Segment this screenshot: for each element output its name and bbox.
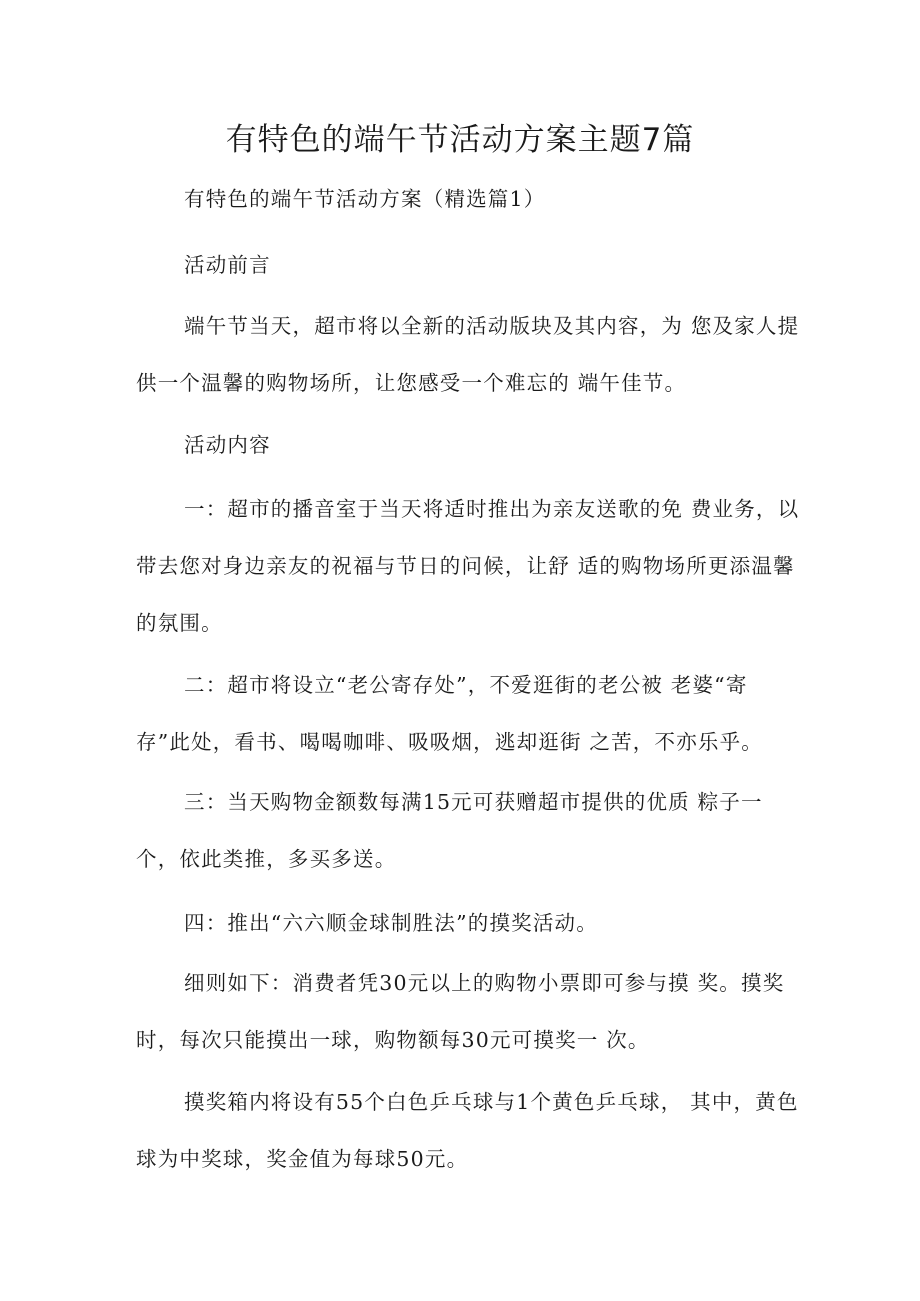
paragraph-preface-body: 端午节当天，超市将以全新的活动版块及其内容，为 您及家人提供一个温馨的购物场所，让您感受一个难忘的 端午佳节。 xyxy=(136,314,800,395)
paragraph-item-4: 四：推出“六六顺金球制胜法”的摸奖活动。 xyxy=(184,911,598,935)
paragraph-item-1: 一：超市的播音室于当天将适时推出为亲友送歌的免 费业务，以带去您对身边亲友的祝福与节日的问候，让舒 适的购物场所更添温馨的氛围。 xyxy=(136,497,800,635)
paragraph-item-3: 三：当天购物金额数每满15元可获赠超市提供的优质 粽子一个，依此类推，多买多送。 xyxy=(136,790,763,871)
paragraph-prize-box: 摸奖箱内将设有55个白色乒乓球与1个黄色乒乓球， 其中，黄色球为中奖球，奖金值为每球50元。 xyxy=(136,1090,799,1171)
heading-activity-preface: 活动前言 xyxy=(184,253,271,277)
paragraph-rules: 细则如下：消费者凭30元以上的购物小票即可参与摸 奖。摸奖时，每次只能摸出一球，购物额每30元可摸奖一 次。 xyxy=(136,971,785,1052)
document-title: 有特色的端午节活动方案主题7篇 xyxy=(225,122,695,158)
heading-activity-content: 活动内容 xyxy=(184,433,271,457)
paragraph-item-2: 二：超市将设立“老公寄存处”，不爱逛街的老公被 老婆“寄存”此处，看书、喝喝咖啡、吸吸烟，逃却逛街 之苦，不亦乐乎。 xyxy=(136,673,763,754)
section-heading-1: 有特色的端午节活动方案（精选篇1） xyxy=(184,187,546,211)
